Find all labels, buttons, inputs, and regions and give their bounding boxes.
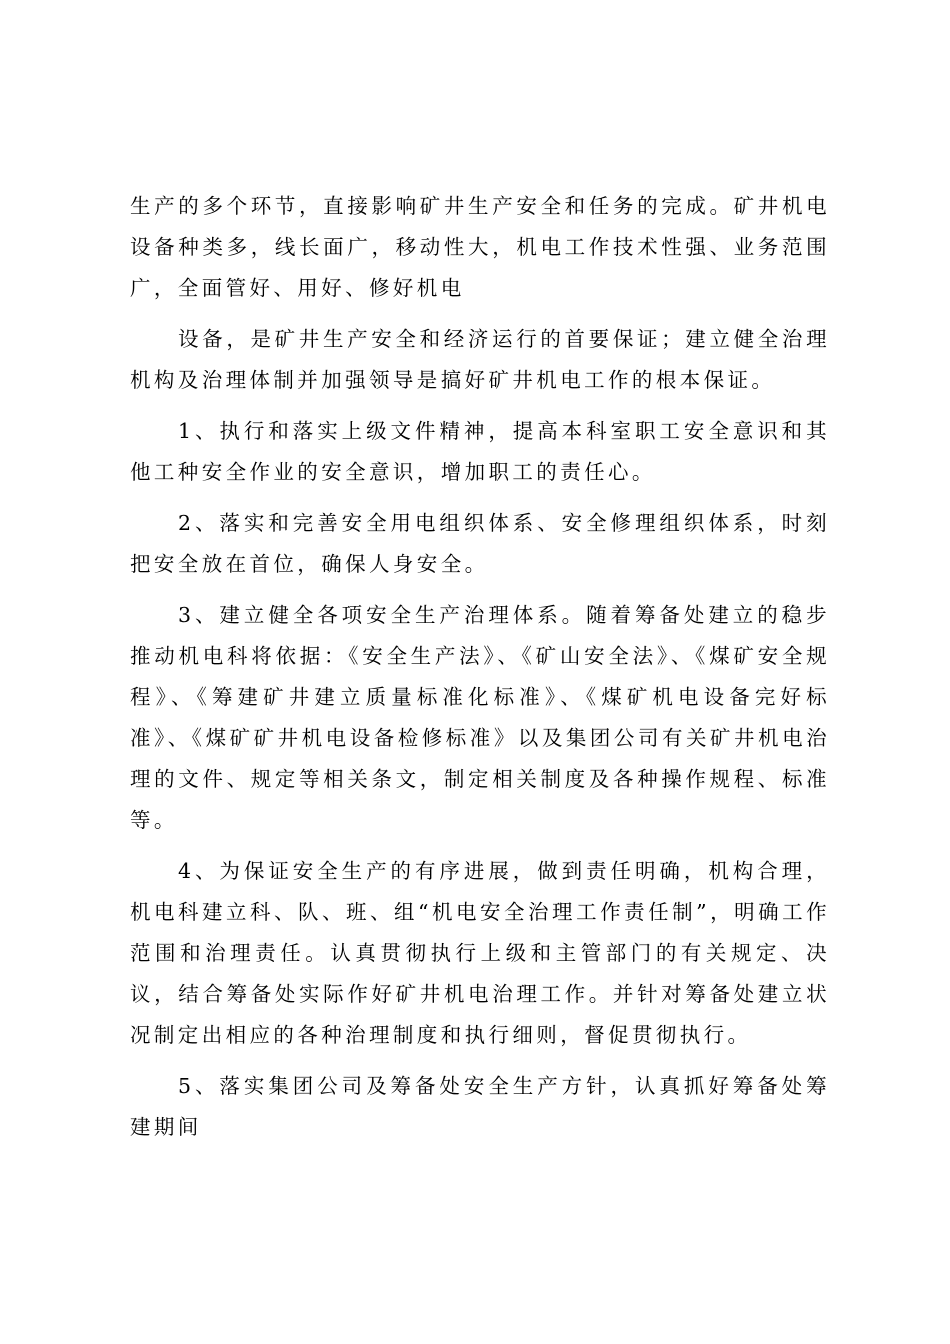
paragraph-continuation: 生产的多个环节，直接影响矿井生产安全和任务的完成。矿井机电设备种类多，线长面广，移动性大，机电工作技术性强、业务范围广，全面管好、用好、修好机电 <box>130 194 830 300</box>
paragraph-item-3: 3、建立健全各项安全生产治理体系。随着筹备处建立的稳步推动机电科将依据：《安全生产法》、《矿山安全法》、《煤矿安全规程》、《筹建矿井建立质量标准化标准》、《煤矿机电设备完好标准》、《煤矿矿井机电设备检修标准》以及集团公司有关矿井机电治理的文件、规定等相关条文，制定相关制度及各种操作规程、标准等。 <box>130 603 830 832</box>
paragraph-equipment-guarantee: 设备，是矿井生产安全和经济运行的首要保证；建立健全治理机构及治理体制并加强领导是搞好矿井机电工作的根本保证。 <box>130 327 830 392</box>
document-body <box>130 186 830 1158</box>
paragraph-item-4: 4、为保证安全生产的有序进展，做到责任明确，机构合理，机电科建立科、队、班、组“机电安全治理工作责任制”，明确工作范围和治理责任。认真贯彻执行上级和主管部门的有关规定、决议，结合筹备处实际作好矿井机电治理工作。并针对筹备处建立状况制定出相应的各种治理制度和执行细则，督促贯彻执行。 <box>130 859 830 1047</box>
paragraph-item-2: 2、落实和完善安全用电组织体系、安全修理组织体系，时刻把安全放在首位，确保人身安全。 <box>130 511 830 576</box>
paragraph-item-1: 1、执行和落实上级文件精神，提高本科室职工安全意识和其他工种安全作业的安全意识，增加职工的责任心。 <box>130 419 830 484</box>
paragraph-item-5: 5、落实集团公司及筹备处安全生产方针，认真抓好筹备处筹建期间 <box>130 1074 830 1139</box>
